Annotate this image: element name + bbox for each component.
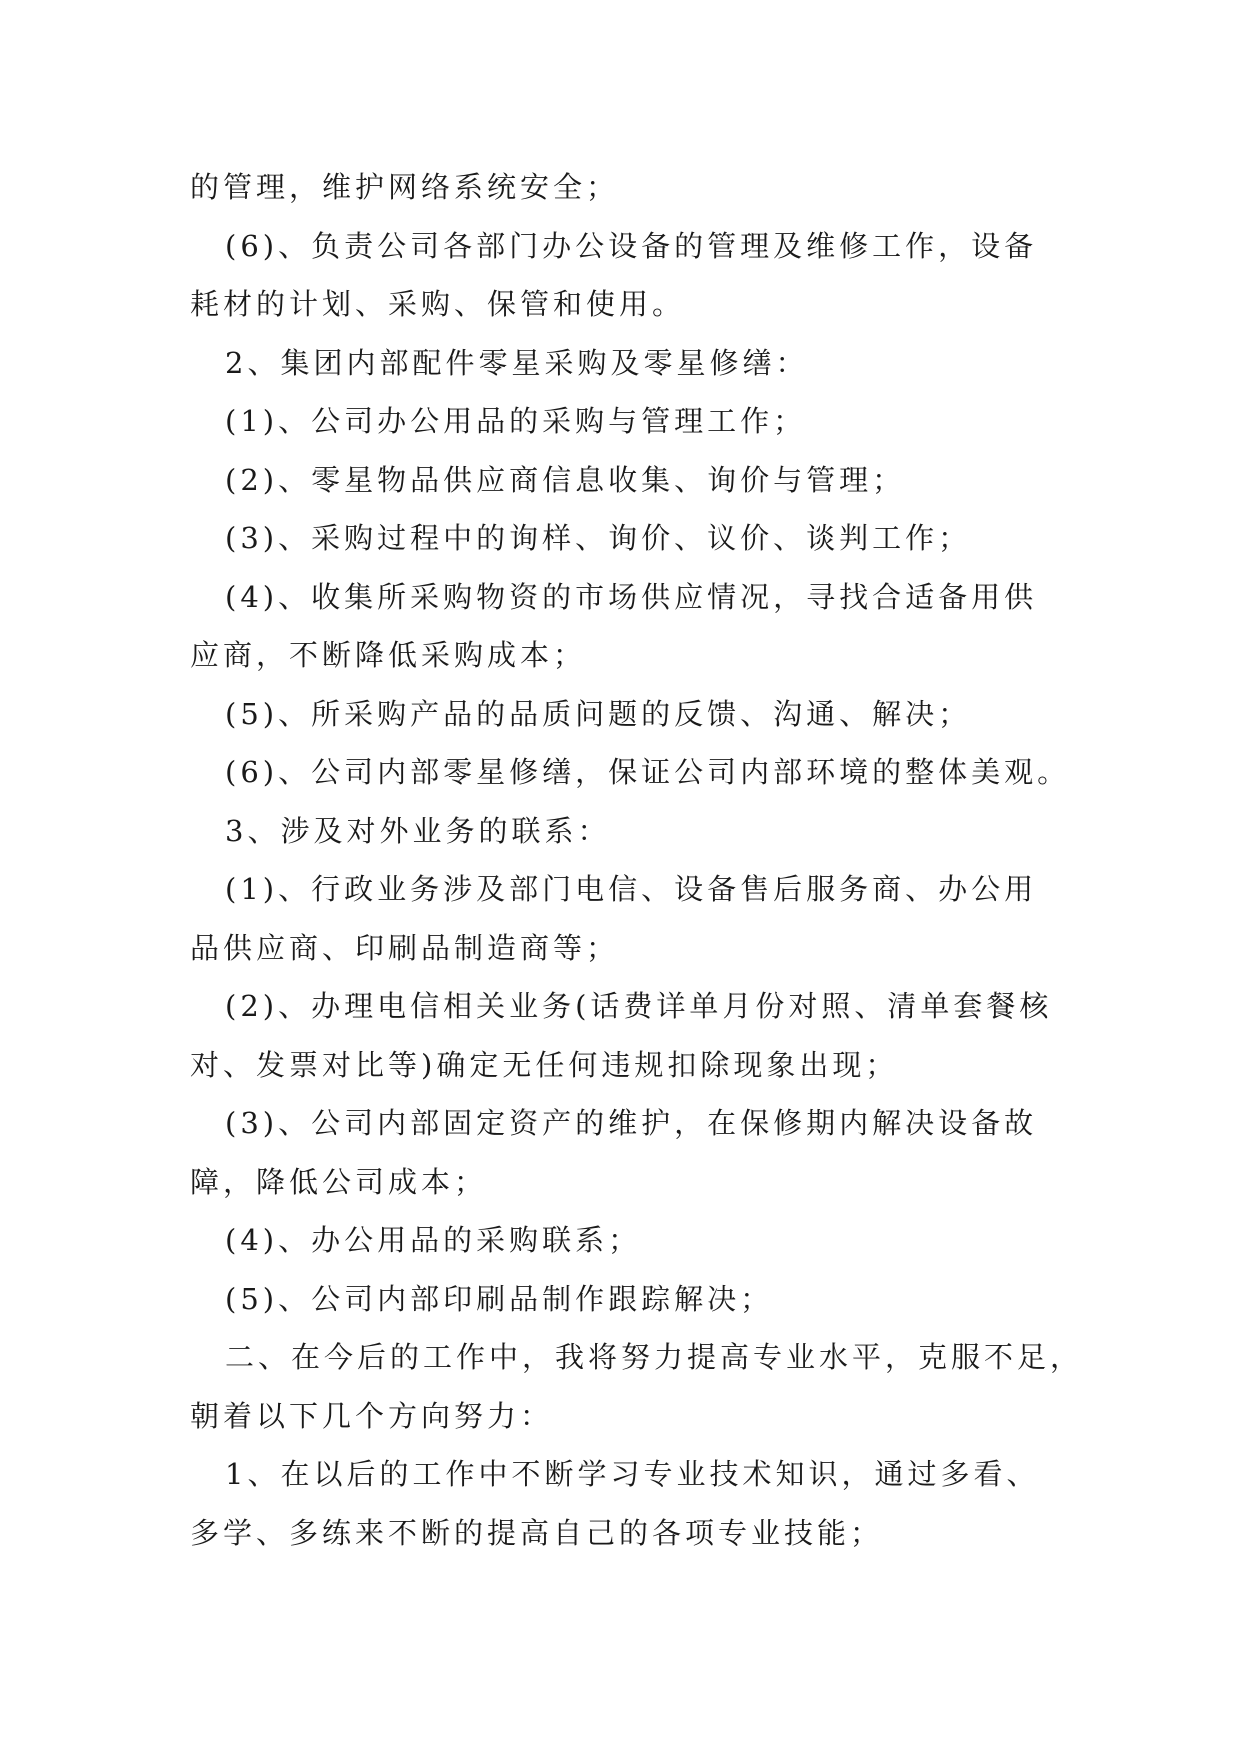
text-line: 朝着以下几个方向努力： <box>190 1398 554 1433</box>
text-line: (5)、所采购产品的品质问题的反馈、沟通、解决； <box>225 696 972 731</box>
text-line: (2)、办理电信相关业务(话费详单月份对照、清单套餐核 <box>225 989 1053 1023</box>
text-line: (3)、公司内部固定资产的维护，在保修期内解决设备故 <box>225 1106 1038 1140</box>
text-line: 障，降低公司成本； <box>190 1164 488 1199</box>
text-line: (6)、公司内部零星修缮，保证公司内部环境的整体美观。 <box>225 755 1071 789</box>
text-line: 品供应商、印刷品制造商等； <box>190 930 620 965</box>
text-line: (1)、公司办公用品的采购与管理工作； <box>225 404 807 438</box>
text-line: (1)、行政业务涉及部门电信、设备售后服务商、办公用 <box>225 872 1038 906</box>
text-line: 多学、多练来不断的提高自己的各项专业技能； <box>190 1515 884 1550</box>
text-line: (3)、采购过程中的询样、询价、议价、谈判工作； <box>225 521 972 555</box>
text-line: 二、在今后的工作中，我将努力提高专业水平，克服不足， <box>225 1340 1084 1374</box>
text-line: 应商，不断降低采购成本； <box>190 638 587 672</box>
text-line: 对、发票对比等)确定无任何违规扣除现象出现； <box>190 1047 899 1082</box>
text-line: 3、涉及对外业务的联系： <box>225 813 611 848</box>
text-line: 1、在以后的工作中不断学习专业技术知识，通过多看、 <box>225 1457 1040 1491</box>
text-line: (4)、收集所采购物资的市场供应情况，寻找合适备用供 <box>225 579 1038 614</box>
text-line: 耗材的计划、采购、保管和使用。 <box>190 287 686 321</box>
text-line: 的管理，维护网络系统安全； <box>190 170 620 204</box>
text-line: (4)、办公用品的采购联系； <box>225 1223 642 1257</box>
text-line: 2、集团内部配件零星采购及零星修缮： <box>225 345 809 380</box>
text-line: (5)、公司内部印刷品制作跟踪解决； <box>225 1281 774 1316</box>
text-line: (2)、零星物品供应商信息收集、询价与管理； <box>225 462 906 497</box>
text-line: (6)、负责公司各部门办公设备的管理及维修工作，设备 <box>225 228 1038 263</box>
document-body <box>190 158 1084 1562</box>
